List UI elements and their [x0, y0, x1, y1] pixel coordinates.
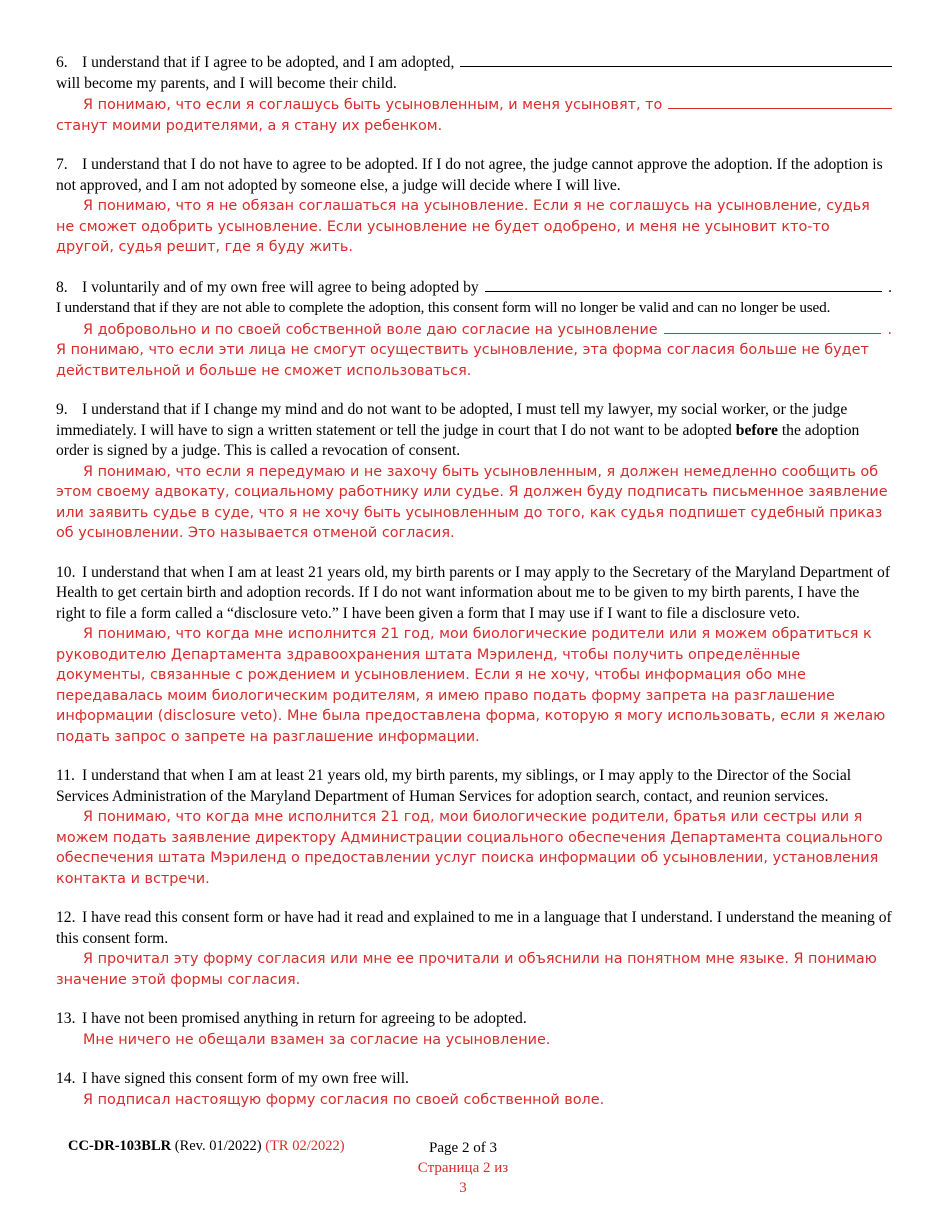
item-number: 11. — [56, 767, 75, 784]
page-footer — [68, 1138, 888, 1196]
item-9-en — [56, 400, 892, 462]
item-10-en — [56, 563, 892, 625]
page-number — [413, 1138, 513, 1198]
item-14-en-text: I have signed this consent form of my own free will. — [82, 1070, 409, 1087]
item-13-en — [56, 1009, 892, 1030]
form-revision: (Rev. 01/2022) — [174, 1138, 262, 1154]
item-12-ru: Я прочитал эту форму согласия или мне ее прочитали и объяснили на понятном мне языке. Я понимаю значение этой формы согласия. — [56, 951, 877, 988]
item-8-adopter-blank[interactable] — [485, 277, 882, 292]
item-number: 7. — [56, 156, 68, 173]
item-9-en-text-b: the adoption order is signed by a judge. This is called a revocation of consent. — [56, 421, 860, 459]
item-6-ru-text: Я понимаю, что если я соглашусь быть усыновленным, и меня усыновят, то — [83, 97, 663, 113]
item-number: 6. — [56, 54, 68, 71]
item-8-en-text: I voluntarily and of my own free will agree to being adopted by — [82, 278, 479, 296]
item-9-en-bold: before — [735, 421, 778, 439]
item-number: 8. — [56, 278, 68, 296]
item-number: 13. — [56, 1010, 76, 1027]
item-6-ru-text2: станут моими родителями, а я стану их ребенком. — [56, 117, 443, 134]
item-9 — [56, 400, 892, 544]
item-6 — [56, 52, 892, 136]
consent-form-page — [56, 52, 892, 1129]
item-number: 14. — [56, 1070, 76, 1087]
item-7 — [56, 155, 892, 258]
form-identifier — [68, 1138, 345, 1155]
item-13-en-text: I have not been promised anything in return for agreeing to be adopted. — [82, 1010, 527, 1027]
item-number: 9. — [56, 401, 68, 418]
item-11 — [56, 766, 892, 889]
item-10-en-text: I understand that when I am at least 21 years old, my birth parents or I may apply to the Secretary of the Maryland Department of Health to get certain birth and adoption records. If I do not want information about me to be given to my birth parents, I have the right to file a form called a “disclosure veto.” I have been given a form that I may use if I want to file a disclosure veto. — [56, 563, 891, 622]
page-number-ru: Страница 2 из 3 — [417, 1160, 509, 1196]
item-7-ru: Я понимаю, что я не обязан соглашаться на усыновление. Если я не соглашусь на усыновление, судья не сможет одобрить усыновление. Если усыновление не будет одобрено, и меня не усыновит кто-то другой, судья решит, где я буду жить. — [56, 198, 870, 255]
item-12-en-text: I have read this consent form or have had it read and explained to me in a language that I understand. I understand the meaning of this consent form. — [56, 909, 892, 947]
item-8-ru-text2: Я понимаю, что если эти лица не смогут осуществить усыновление, эта форма согласия больше не будет действительной и больше не сможет использоваться. — [56, 342, 869, 379]
item-8-ru-period: . — [887, 321, 892, 338]
item-8-ru-text: Я добровольно и по своей собственной воле даю согласие на усыновление — [83, 321, 658, 338]
item-11-ru: Я понимаю, что когда мне исполнится 21 год, мои биологические родители, братья или сестры или я можем подать заявление директору Администрации социального обеспечения Департамента социального обеспечения штата Мэриленд о предоставлении услуг поиска информации об усыновлении, установления контакта и встречи. — [56, 809, 883, 887]
page-number-en: Page 2 of 3 — [429, 1140, 497, 1156]
item-6-en-text2: will become my parents, and I will become their child. — [56, 74, 397, 92]
item-11-en — [56, 766, 892, 807]
item-8-en-line1 — [56, 277, 892, 299]
item-number: 10. — [56, 563, 76, 581]
item-12 — [56, 908, 892, 990]
item-13-ru: Мне ничего не обещали взамен за согласие на усыновление. — [83, 1031, 551, 1048]
item-6-ru-blank[interactable] — [668, 94, 892, 109]
item-8 — [56, 277, 892, 382]
item-number: 12. — [56, 909, 76, 926]
item-8-ru-line1 — [56, 319, 892, 341]
item-10 — [56, 563, 892, 748]
item-9-en-text-a: I understand that if I change my mind and do not want to be adopted, I must tell my lawyer, my social worker, or the judge immediately. I will have to sign a written statement or tell the judge in court that I do not want to be adopted — [56, 401, 848, 439]
item-14 — [56, 1069, 892, 1110]
item-12-en — [56, 908, 892, 949]
item-11-en-text: I understand that when I am at least 21 years old, my birth parents, my siblings, or I may apply to the Director of the Social Services Administration of the Maryland Department of Human Services for adoption search, contact, and reunion services. — [56, 767, 852, 805]
item-6-en-text: I understand that if I agree to be adopted, and I am adopted, — [82, 54, 455, 71]
item-9-ru: Я понимаю, что если я передумаю и не захочу быть усыновленным, я должен немедленно сообщить об этом своему адвокату, социальному работнику или судье. Я должен буду подписать письменное заявление или заявить судье в суде, что я не хочу быть усыновленным до того, как судья подпишет судебный приказ об усыновлении. Это называется отменой согласия. — [56, 463, 888, 541]
item-8-en-text2: I understand that if they are not able to complete the adoption, this consent form will no longer be valid and can no longer be used. — [56, 299, 831, 316]
item-14-en — [56, 1069, 892, 1090]
item-10-ru: Я понимаю, что когда мне исполнится 21 год, мои биологические родители или я можем обратиться к руководителю Департамента здравоохранения штата Мэриленд, чтобы получить определённые документы, связанные с рождением и усыновлением. Если я не хочу, чтобы информация обо мне передавалась моим биологическим родителям, я имею право подать форму запрета на разглашение информации (disclosure veto). Мне была предоставлена форма, которую я могу использовать, если я желаю подать запрос о запрете на разглашение информации. — [56, 626, 886, 745]
item-7-en — [56, 155, 892, 196]
item-6-ru-line1 — [56, 94, 892, 116]
item-14-ru: Я подписал настоящую форму согласия по своей собственной воле. — [83, 1091, 605, 1108]
translation-revision: (TR 02/2022) — [265, 1138, 345, 1154]
item-6-en-line1 — [56, 52, 892, 74]
item-6-name-blank[interactable] — [460, 52, 892, 67]
item-8-en-period: . — [888, 278, 892, 296]
item-13 — [56, 1009, 892, 1050]
item-8-ru-blank[interactable] — [664, 319, 882, 334]
item-7-en-text: I understand that I do not have to agree to be adopted. If I do not agree, the judge cannot approve the adoption. If the adoption is not approved, and I am not adopted by someone else, a judge will decide where I will live. — [56, 156, 883, 194]
form-id: CC-DR-103BLR — [68, 1138, 172, 1154]
